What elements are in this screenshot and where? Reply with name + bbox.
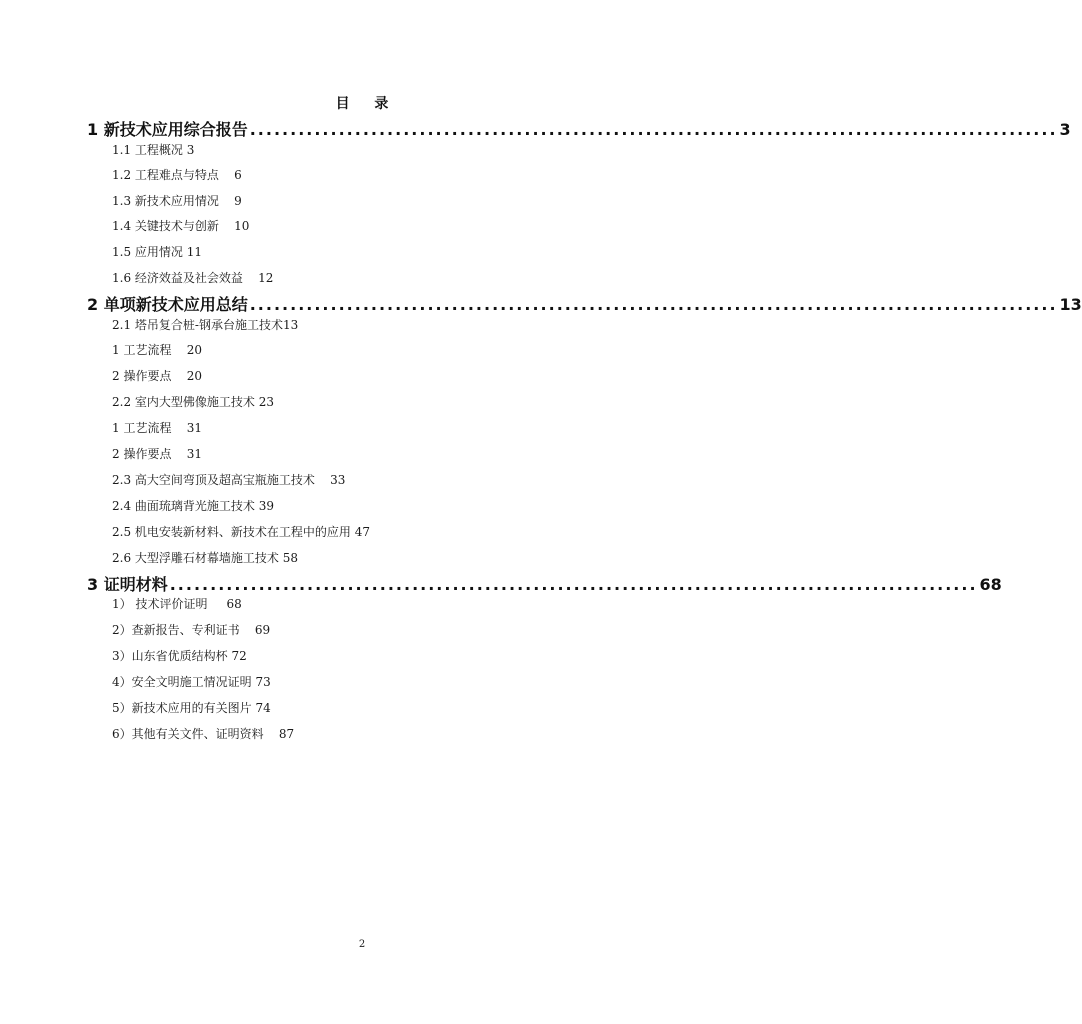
toc-section-page: 68 — [979, 575, 1002, 594]
toc-entry[interactable]: 2）查新报告、专利证书 69 — [112, 623, 271, 637]
toc-section-page: 13 — [1059, 295, 1082, 314]
toc-entry[interactable]: 1） 技术评价证明 68 — [112, 597, 242, 611]
toc-entry[interactable]: 2.1 塔吊复合桩-钢承台施工技术13 — [112, 318, 299, 332]
toc-entry[interactable]: 3）山东省优质结构杯 72 — [112, 649, 247, 663]
toc-entry[interactable]: 5）新技术应用的有关图片 74 — [112, 701, 271, 715]
toc-section-label: 2 单项新技术应用总结 — [87, 295, 248, 314]
toc-dot-leader: .................................................................................................... — [249, 295, 1058, 314]
toc-entry[interactable]: 1.4 关键技术与创新 10 — [112, 219, 250, 233]
toc-entry[interactable]: 1.1 工程概况 3 — [112, 143, 195, 157]
toc-entry[interactable]: 1.6 经济效益及社会效益 12 — [112, 271, 274, 285]
toc-entry[interactable]: 1 工艺流程 31 — [112, 421, 202, 435]
toc-section-1[interactable] — [87, 118, 1071, 140]
toc-section-3[interactable] — [87, 573, 1002, 595]
toc-title: 目 录 — [335, 96, 399, 112]
toc-entry[interactable]: 6）其他有关文件、证明资料 87 — [112, 727, 295, 741]
toc-entry[interactable]: 1 工艺流程 20 — [112, 343, 202, 357]
toc-entry[interactable]: 2.2 室内大型佛像施工技术 23 — [112, 395, 274, 409]
toc-entry[interactable]: 1.5 应用情况 11 — [112, 245, 202, 259]
toc-section-label: 3 证明材料 — [87, 575, 168, 594]
toc-entry[interactable]: 2.6 大型浮雕石材幕墙施工技术 58 — [112, 551, 298, 565]
toc-entry[interactable]: 2.3 高大空间弯顶及超高宝瓶施工技术 33 — [112, 473, 346, 487]
toc-section-page: 3 — [1059, 120, 1071, 139]
toc-dot-leader: .................................................................................................... — [169, 575, 978, 594]
toc-entry[interactable]: 2 操作要点 20 — [112, 369, 202, 383]
toc-section-2[interactable] — [87, 293, 1082, 315]
toc-entry[interactable]: 4）安全文明施工情况证明 73 — [112, 675, 271, 689]
page-number: 2 — [358, 939, 366, 950]
toc-entry[interactable]: 2.5 机电安装新材料、新技术在工程中的应用 47 — [112, 525, 370, 539]
toc-entry[interactable]: 1.2 工程难点与特点 6 — [112, 168, 242, 182]
toc-dot-leader: .................................................................................................... — [249, 120, 1058, 139]
toc-entry[interactable]: 2 操作要点 31 — [112, 447, 202, 461]
toc-entry[interactable]: 1.3 新技术应用情况 9 — [112, 194, 242, 208]
toc-section-label: 1 新技术应用综合报告 — [87, 120, 248, 139]
toc-entry[interactable]: 2.4 曲面琉璃背光施工技术 39 — [112, 499, 274, 513]
